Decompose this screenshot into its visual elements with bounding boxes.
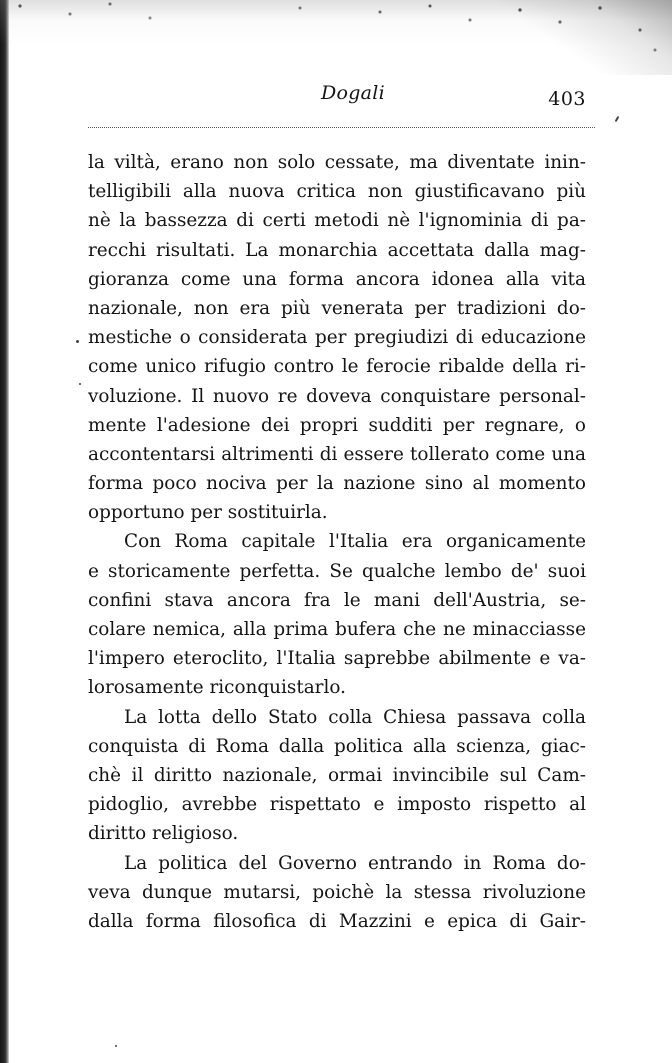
text-line: veva dunque mutarsi, poichè la stessa rivoluzione — [88, 881, 586, 903]
text-line: diritto religioso. — [88, 823, 239, 845]
text-line: telligibili alla nuova critica non giustificavano più — [88, 181, 586, 203]
text-line: La lotta dello Stato colla Chiesa passava colla — [124, 706, 586, 728]
scan-speck — [76, 340, 79, 343]
header-rule — [88, 127, 595, 128]
page-number: 403 — [548, 88, 586, 110]
text-line: confini stava ancora fra le mani dell'Austria, se- — [88, 589, 586, 611]
text-line: nazionale, non era più venerata per tradizioni do- — [88, 297, 586, 319]
text-line: gioranza come una forma ancora idonea alla vita — [88, 268, 586, 290]
scan-noise-corner — [492, 0, 672, 75]
binding-edge — [0, 0, 9, 1063]
text-line: chè il diritto nazionale, ormai invincibile sul Cam- — [88, 764, 586, 786]
text-line: Con Roma capitale l'Italia era organicamente — [124, 531, 586, 553]
running-title: Dogali — [320, 82, 386, 104]
text-line: voluzione. Il nuovo re doveva conquistare personal- — [88, 385, 586, 407]
text-line: colare nemica, alla prima bufera che ne minacciasse — [88, 619, 586, 640]
text-line: la viltà, erano non solo cessate, ma diventate inin- — [88, 152, 586, 173]
text-line: come unico rifugio contro le ferocie ribalde della ri- — [88, 356, 586, 378]
text-line: La politica del Governo entrando in Roma do- — [124, 852, 586, 874]
text-line: nè la bassezza di certi metodi nè l'ignominia di pa- — [88, 210, 586, 232]
text-line: opportuno per sostituirla. — [88, 502, 328, 524]
page-header — [88, 78, 598, 122]
text-line: lorosamente riconquistarlo. — [88, 677, 346, 699]
scan-speck — [115, 1045, 117, 1047]
text-line: dalla forma filosofica di Mazzini e epica di Gair- — [88, 910, 586, 932]
text-line: accontentarsi altrimenti di essere tollerato come una — [88, 443, 586, 465]
text-line: pidoglio, avrebbe rispettato e imposto rispetto al — [88, 794, 586, 816]
text-line: e storicamente perfetta. Se qualche lembo de' suoi — [88, 560, 586, 582]
text-line: l'impero eteroclito, l'Italia saprebbe abilmente e va- — [88, 648, 586, 670]
text-line: mestiche o considerata per pregiudizi di educazione — [88, 327, 586, 349]
scan-speck — [615, 116, 620, 122]
text-line: mente l'adesione dei propri sudditi per regnare, o — [88, 414, 586, 436]
text-line: recchi risultati. La monarchia accettata dalla mag- — [88, 239, 586, 261]
scan-speck — [79, 383, 81, 385]
body-text — [88, 148, 586, 936]
text-line: forma poco nociva per la nazione sino al momento — [88, 473, 586, 495]
text-line: conquista di Roma dalla politica alla scienza, giac- — [88, 735, 586, 757]
